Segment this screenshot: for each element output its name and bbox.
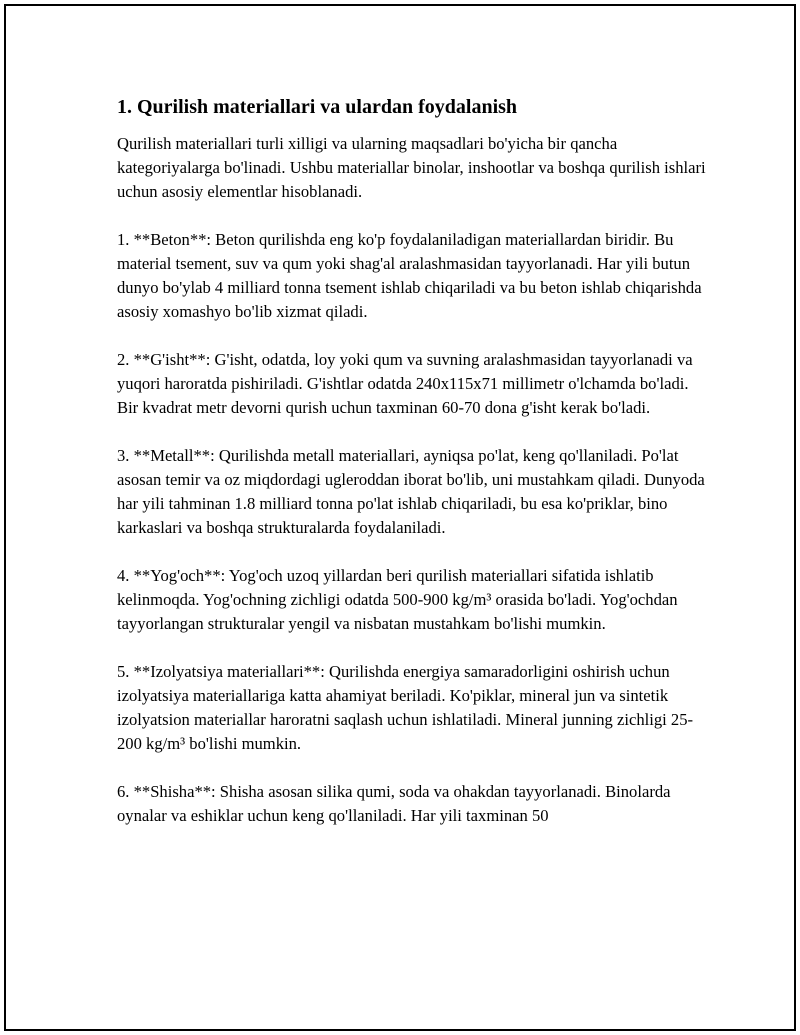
paragraph-beton: 1. **Beton**: Beton qurilishda eng ko'p foydalaniladigan materiallardan biridir. Bu material tsement, suv va qum yoki shag'al aralashmasidan tayyorlanadi. Har yili butun dunyo bo'ylab 4 milliard tonna tsement ishlab chiqariladi va bu beton ishlab chiqarishda asosiy xomashyo bo'lib xizmat qiladi. [117, 230, 702, 321]
paragraph-metall: 3. **Metall**: Qurilishda metall materiallari, ayniqsa po'lat, keng qo'llaniladi. Po'lat asosan temir va oz miqdordagi ugleroddan iborat bo'lib, uni mustahkam qiladi. Dunyoda har yili tahminan 1.8 milliard tonna po'lat ishlab chiqariladi, bu esa ko'priklar, bino karkaslari va boshqa strukturalarda foydalaniladi. [117, 446, 705, 537]
paragraph-gisht: 2. **G'isht**: G'isht, odatda, loy yoki qum va suvning aralashmasidan tayyorlanadi va yuqori haroratda pishiriladi. G'ishtlar odatda 240x115x71 millimetr o'lchamda bo'ladi. Bir kvadrat metr devorni qurish uchun taxminan 60-70 dona g'isht kerak bo'ladi. [117, 350, 693, 417]
paragraph-shisha: 6. **Shisha**: Shisha asosan silika qumi, soda va ohakdan tayyorlanadi. Binolarda oynalar va eshiklar uchun keng qo'llaniladi. Har yili taxminan 50 [117, 782, 671, 825]
section-heading: 1. Qurilish materiallari va ulardan foydalanish [117, 96, 518, 118]
paragraph-izolyatsiya: 5. **Izolyatsiya materiallari**: Qurilishda energiya samaradorligini oshirish uchun izolyatsiya materiallariga katta ahamiyat beriladi. Ko'piklar, mineral jun va sintetik izolyatsion materiallar haroratni saqlash uchun ishlatiladi. Mineral junning zichligi 25-200 kg/m³ bo'lishi mumkin. [117, 662, 694, 753]
paragraph-yogoch: 4. **Yog'och**: Yog'och uzoq yillardan beri qurilish materiallari sifatida ishlatib kelinmoqda. Yog'ochning zichligi odatda 500-900 kg/m³ orasida bo'ladi. Yog'ochdan tayyorlangan strukturalar yengil va nisbatan mustahkam bo'lishi mumkin. [117, 566, 678, 633]
document-body [117, 94, 707, 852]
intro-paragraph: Qurilish materiallari turli xilligi va ularning maqsadlari bo'yicha bir qancha kategoriyalarga bo'linadi. Ushbu materiallar binolar, inshootlar va boshqa qurilish ishlari uchun asosiy elementlar hisoblanadi. [117, 134, 706, 201]
